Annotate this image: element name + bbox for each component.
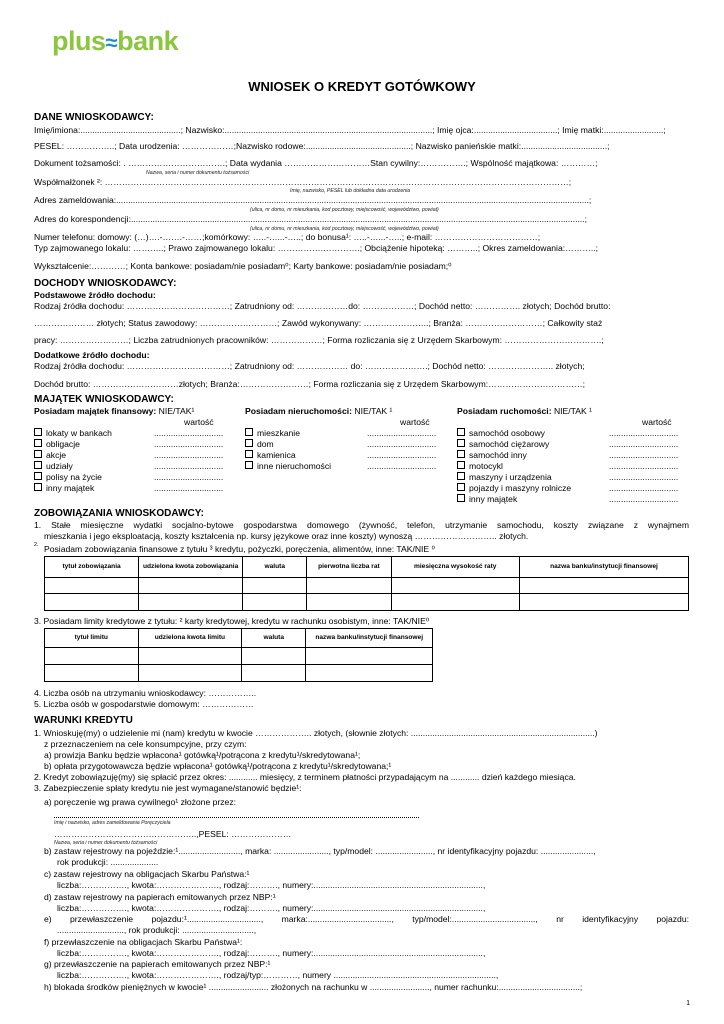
document-title: WNIOSEK O KREDYT GOTÓWKOWY bbox=[248, 79, 476, 94]
table-header-cell: tytuł zobowiązania bbox=[45, 557, 139, 578]
note-dokument-poreczyciel: Nazwa, seria i numer dokumentu tożsamości bbox=[54, 840, 158, 846]
checkbox[interactable] bbox=[457, 472, 465, 480]
war-f1: f) przewłaszczenie na obligacjach Skarbu Państwa¹: bbox=[44, 937, 243, 947]
majatek-item-label: dom bbox=[257, 439, 274, 449]
majatek-value-field[interactable]: ............................. bbox=[609, 494, 679, 504]
majatek-item[interactable] bbox=[34, 472, 234, 483]
zob-p2: Posiadam zobowiązania finansowe z tytułu ³ kredytu, pożyczki, poręczenia, alimentów, inne: TAK/NIE ⁰ bbox=[44, 544, 435, 554]
majatek-value-field[interactable]: ............................. bbox=[154, 428, 224, 438]
zobowiazania-table[interactable] bbox=[44, 556, 689, 611]
majatek-item[interactable] bbox=[457, 461, 689, 472]
majatek-value-field[interactable]: ............................. bbox=[154, 472, 224, 482]
majatek-item[interactable] bbox=[457, 494, 689, 505]
majatek-item-label: kamienica bbox=[257, 450, 296, 460]
table-header-cell: tytuł limitu bbox=[45, 629, 139, 648]
majatek-item[interactable] bbox=[457, 483, 689, 494]
table-header-cell: udzielona kwota zobowiązania bbox=[139, 557, 243, 578]
majatek-item[interactable] bbox=[245, 450, 450, 461]
line-dokument[interactable]: Dokument tożsamości: . …………………………….; Data wydania …………………………Stan cywilny:…………….; Wspólność majątkowa: …………; bbox=[34, 158, 598, 168]
zob-p1b[interactable]: mieszkania i jego eksploatacją, koszty kształcenia np. kursy językowe oraz inne koszty) wynoszą ……………………….. złotych. bbox=[44, 531, 529, 541]
majatek-item-label: inny majątek bbox=[46, 483, 95, 493]
checkbox[interactable] bbox=[457, 461, 465, 469]
majatek-value-field[interactable]: ............................. bbox=[154, 450, 224, 460]
page-number: 1 bbox=[686, 1000, 690, 1007]
checkbox[interactable] bbox=[34, 428, 42, 436]
sub-dodatkowe: Dodatkowe źródło dochodu: bbox=[34, 350, 150, 360]
war-c2[interactable]: liczba:……………., kwota:…………………., rodzaj:………., numery:......................................................................., bbox=[57, 880, 486, 890]
poreczyciel-line[interactable] bbox=[54, 817, 419, 818]
zob-p5[interactable]: 5. Liczba osób w gospodarstwie domowym: ……………… bbox=[34, 699, 254, 709]
note-poreczyciel: Imię i nazwisko, adres zameldowania Poręczyciela bbox=[54, 820, 171, 826]
majatek-value-field[interactable]: ............................. bbox=[367, 428, 437, 438]
war-e1[interactable]: e) przewłaszczenie pojazdu:¹..............................., marka:..................................., typ/model:..................................., nr identyfikacyjny pojazdu: bbox=[44, 914, 689, 924]
majatek-value-field[interactable]: ............................. bbox=[367, 450, 437, 460]
checkbox[interactable] bbox=[34, 450, 42, 458]
majatek-item[interactable] bbox=[457, 450, 689, 461]
majatek-value-field[interactable]: ............................. bbox=[154, 461, 224, 471]
zob-p1a: 1. Stałe miesięczne wydatki socjalno-bytowe gospodarstwa domowego (żywność, telefon, utrzymanie samochodu, koszty związane z wynajmem bbox=[34, 520, 689, 530]
majatek-value-field[interactable]: ............................. bbox=[609, 483, 679, 493]
zob-p4[interactable]: 4. Liczba osób na utrzymaniu wnioskodawcy: …………….. bbox=[34, 688, 257, 698]
war-3: 3. Zabezpieczenie spłaty kredytu nie jest wymagane/stanowić będzie¹: bbox=[34, 783, 302, 793]
war-3a[interactable]: a) poręczenie wg prawa cywilnego¹ złożone przez: bbox=[44, 797, 237, 807]
checkbox[interactable] bbox=[34, 439, 42, 447]
note-adres-korespondencji: (ulica, nr domu, nr mieszkania, kod pocztowy, miejscowość, województwo, powiat) bbox=[250, 226, 439, 232]
checkbox[interactable] bbox=[245, 428, 253, 436]
line-lokal[interactable]: Typ zajmowanego lokalu: ………..; Prawo zajmowanego lokalu: …………….………….; Obciążenie hipoteką: ………..; Okres zameldowania:………..; bbox=[34, 243, 599, 253]
checkbox[interactable] bbox=[457, 483, 465, 491]
war-2[interactable]: 2. Kredyt zobowiązuję(my) się spłacić przez okres: ............ miesięcy, z terminem płatności przypadającym na ............ dzień każdego miesiąca. bbox=[34, 772, 576, 782]
majatek-item[interactable] bbox=[457, 428, 689, 439]
checkbox[interactable] bbox=[457, 450, 465, 458]
war-b1[interactable]: b) zastaw rejestrowy na pojeździe:¹.........................., marka: ......................., typ/model: ........................, nr identyfikacyjny pojazdu: ......................, bbox=[44, 846, 596, 856]
line-dochod-3[interactable]: pracy: ……………………; Liczba zatrudnionych pracowników: ………………; Forma rozliczania się z Urzędem Skarbowym: …………………………….; bbox=[34, 335, 604, 345]
section-dochody-heading: DOCHODY WNIOSKODAWCY: bbox=[34, 278, 177, 289]
line-pesel[interactable]: PESEL: ……………..; Data urodzenia: ………………;Nazwisko rodowe:............................................; Nazwisko panieńskie matki:....................................; bbox=[34, 141, 610, 151]
line-dochod-4[interactable]: Rodzaj źródła dochodu: ………………………………; Zatrudniony od: ……………… do: ………………….; Dochód netto: ………………….. złotych; bbox=[34, 361, 585, 371]
section-zobowiazania-heading: ZOBOWIĄZANIA WNIOSKODAWCY: bbox=[34, 508, 204, 519]
majatek-item[interactable] bbox=[34, 428, 234, 439]
checkbox[interactable] bbox=[457, 494, 465, 502]
majatek-item[interactable] bbox=[34, 450, 234, 461]
checkbox[interactable] bbox=[245, 461, 253, 469]
war-d1: d) zastaw rejestrowy na papierach emitowanych przez NBP:¹ bbox=[44, 892, 276, 902]
plus-bank-logo: plus≈bank bbox=[52, 26, 179, 56]
majatek-finansowy-col: Posiadam majątek finansowy: NIE/TAK¹ wartość lokaty w bankach ............................. obligacje ............................. akcje ............................. udziały ............................. polisy na życie ............................. inny majątek ............................. bbox=[34, 406, 234, 494]
majatek-item-label: udziały bbox=[46, 461, 73, 471]
table-header-cell: pierwotna liczba rat bbox=[307, 557, 391, 578]
checkbox[interactable] bbox=[245, 450, 253, 458]
table-header-cell: waluta bbox=[243, 557, 307, 578]
majatek-value-field[interactable]: ............................. bbox=[609, 428, 679, 438]
majatek-item[interactable] bbox=[245, 461, 450, 472]
war-1d[interactable]: b) opłata przygotowawcza będzie wpłacona¹ gotówką¹/potrącona z kredytu¹/skredytowana;¹ bbox=[44, 761, 392, 771]
majatek-value-field[interactable]: ............................. bbox=[367, 439, 437, 449]
war-pesel[interactable]: …………………………………………..,PESEL: ………………… bbox=[54, 829, 292, 839]
war-h1[interactable]: h) blokada środków pieniężnych w kwocie¹ ......................... złożonych na rachunku w ........................., numer rachunku:..................................; bbox=[44, 982, 583, 992]
checkbox[interactable] bbox=[245, 439, 253, 447]
majatek-ruchomosci-col: Posiadam ruchomości: NIE/TAK ¹ wartość samochód osobowy ............................. samochód ciężarowy ............................. samochód inny ............................. motocykl ............................. maszyny i urządzenia ............................. pojazdy i maszyny rolnicze ............................. inny majątek ............................. bbox=[457, 406, 689, 505]
majatek-item-label: maszyny i urządzenia bbox=[469, 472, 552, 482]
majatek-item[interactable] bbox=[34, 483, 234, 494]
majatek-item-label: akcje bbox=[46, 450, 67, 460]
war-1c[interactable]: a) prowizja Banku będzie wpłacona¹ gotówką¹/potrącona z kredytu¹/skredytowana¹; bbox=[44, 750, 361, 760]
majatek-item-label: polisy na życie bbox=[46, 472, 102, 482]
limity-table[interactable] bbox=[44, 628, 433, 682]
majatek-item-label: samochód osobowy bbox=[469, 428, 545, 438]
majatek-item-label: motocykl bbox=[469, 461, 503, 471]
section-warunki-heading: WARUNKI KREDYTU bbox=[34, 715, 133, 726]
checkbox[interactable] bbox=[457, 428, 465, 436]
majatek-item-label: samochód inny bbox=[469, 450, 527, 460]
majatek-item-label: inne nieruchomości bbox=[257, 461, 332, 471]
war-g2[interactable]: liczba:……………., kwota:…………………., rodzaj/typ:…………, numery ...................................................................., bbox=[57, 970, 499, 980]
war-1[interactable]: 1. Wnioskuję(my) o udzielenie mi (nam) kredytu w kwocie ……………….. złotych, (słownie złotych: .............................................................................) bbox=[34, 728, 598, 738]
section-dane-heading: DANE WNIOSKODAWCY: bbox=[34, 112, 154, 123]
table-header-cell: waluta bbox=[242, 629, 306, 648]
line-adres-korespondencji[interactable]: Adres do korespondencji:..............................................................................................................................................................................................; bbox=[34, 214, 588, 224]
line-wyksztalcenie[interactable]: Wykształcenie:…………; Konta bankowe: posiadam/nie posiadam⁰; Karty bankowe: posiadam/nie posiadam;⁰ bbox=[34, 261, 452, 271]
majatek-value-field[interactable]: ............................. bbox=[609, 472, 679, 482]
logo-symbol: ≈ bbox=[105, 30, 118, 55]
majatek-value-field[interactable]: ............................. bbox=[609, 450, 679, 460]
war-1b: z przeznaczeniem na cele konsumpcyjne, przy czym: bbox=[44, 739, 247, 749]
line-wspolmalzonek[interactable]: Współmałżonek ²: ………………………………………………………………………………………………………………………………………………; bbox=[34, 177, 572, 187]
majatek-item-label: pojazdy i maszyny rolnicze bbox=[469, 483, 572, 493]
section-majatek-heading: MAJĄTEK WNIOSKODAWCY: bbox=[34, 394, 174, 405]
war-d2[interactable]: liczba:……………., kwota:…………………., rodzaj:………., numery:......................................................................., bbox=[57, 903, 486, 913]
majatek-item[interactable] bbox=[245, 439, 450, 450]
majatek-value-field[interactable]: ............................. bbox=[609, 439, 679, 449]
line-adres-zameldowania[interactable]: Adres zameldowania:......................................................................................................................................................................................................; bbox=[34, 195, 592, 205]
majatek-item[interactable] bbox=[34, 439, 234, 450]
checkbox[interactable] bbox=[34, 472, 42, 480]
majatek-item[interactable] bbox=[245, 428, 450, 439]
table-header-cell: udzielona kwota limitu bbox=[138, 629, 242, 648]
majatek-item-label: lokaty w bankach bbox=[46, 428, 112, 438]
checkbox[interactable] bbox=[34, 483, 42, 491]
sub-podstawowe: Podstawowe źródło dochodu: bbox=[34, 290, 156, 300]
majatek-nieruchomosci-col: Posiadam nieruchomości: NIE/TAK ¹ wartość mieszkanie ............................. dom ............................. kamienica ............................. inne nieruchomości ............................. bbox=[245, 406, 450, 472]
line-dochod-2[interactable]: ………………… złotych; Status zawodowy: ………………………; Zawód wykonywany: …………………..; Branża: ………………………; Całkowity staż bbox=[34, 318, 603, 328]
table-header-cell: nazwa banku/instytucji finansowej bbox=[519, 557, 688, 578]
majatek-item[interactable] bbox=[34, 461, 234, 472]
checkbox[interactable] bbox=[457, 439, 465, 447]
checkbox[interactable] bbox=[34, 461, 42, 469]
line-telefon[interactable]: Numer telefonu: domowy: (…)….-…….-……;komórkowy: …..-…...-…..; do bonusa¹: …..-…...-…..; e-mail: ………………………………; bbox=[34, 232, 541, 242]
war-g1: g) przewłaszczenie na papierach emitowanych przez NBP:¹ bbox=[44, 959, 271, 969]
line-dochod-5[interactable]: Dochód brutto: …………………………złotych; Branża:……………………; Forma rozliczania się z Urzędem Skarbowym:……………………………; bbox=[34, 379, 586, 389]
majatek-item-label: samochód ciężarowy bbox=[469, 439, 550, 449]
note-dokument: Nazwa, seria i numer dokumentu tożsamości bbox=[146, 170, 250, 176]
line-imie[interactable]: Imię/imiona:..........................................; Nazwisko:.......................................................................................; Imię ojca:...................................; Imię matki:.........................; bbox=[34, 125, 666, 135]
majatek-item[interactable] bbox=[457, 472, 689, 483]
majatek-value-field[interactable]: ............................. bbox=[154, 483, 224, 493]
majatek-value-field[interactable]: ............................. bbox=[609, 461, 679, 471]
majatek-item-label: mieszkanie bbox=[257, 428, 300, 438]
majatek-item-label: obligacje bbox=[46, 439, 80, 449]
war-f2[interactable]: liczba:……………., kwota:…………………., rodzaj:………., numery:......................................................................., bbox=[57, 948, 486, 958]
zob-p3: 3. Posiadam limity kredytowe z tytułu: ² karty kredytowej, kredytu w rachunku osobistym, inne: TAK/NIE⁰ bbox=[34, 616, 430, 626]
table-header-cell: miesięczna wysokość raty bbox=[391, 557, 519, 578]
war-c1: c) zastaw rejestrowy na obligacjach Skarbu Państwa:¹ bbox=[44, 869, 250, 879]
majatek-value-field[interactable]: ............................. bbox=[154, 439, 224, 449]
zob-p2-num: 2. bbox=[34, 542, 39, 548]
majatek-value-field[interactable]: ............................. bbox=[367, 461, 437, 471]
majatek-item-label: inny majątek bbox=[469, 494, 518, 504]
table-header-cell: nazwa banku/instytucji finansowej bbox=[306, 629, 433, 648]
note-wspolmalzonek: Imię, nazwisko, PESEL lub dokładna data urodzenia bbox=[290, 188, 411, 194]
war-e2[interactable]: ............................, rok produkcji: .............................., bbox=[57, 925, 257, 935]
line-dochod-1[interactable]: Rodzaj źródła dochodu: ………………………………; Zatrudniony od: ………………do: ………………; Dochód netto: ……………. złotych; Dochód brutto: bbox=[34, 301, 611, 311]
majatek-item[interactable] bbox=[457, 439, 689, 450]
note-adres-zameldowania: (ulica, nr domu, nr mieszkania, kod pocztowy, miejscowość, województwo, powiat) bbox=[250, 207, 439, 213]
war-b2[interactable]: rok produkcji: .................... bbox=[57, 857, 159, 867]
